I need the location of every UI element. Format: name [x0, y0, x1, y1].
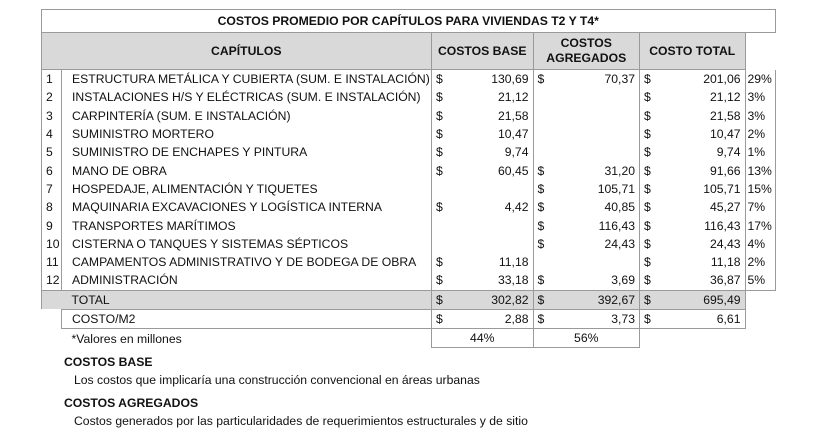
row-costo-total: 21,58: [662, 107, 745, 125]
row-costo-total: 91,66: [662, 161, 745, 179]
total-currency-sign: $: [644, 181, 651, 196]
base-currency-sign: $: [432, 143, 455, 161]
total-row-lead: [42, 290, 62, 309]
base-currency-sign: [432, 216, 455, 234]
row-costo-agregado: 3,69: [556, 271, 640, 290]
base-currency-sign: $: [432, 271, 455, 290]
table-title: COSTOS PROMEDIO POR CAPÍTULOS PARA VIVIENDAS T2 Y T4*: [42, 10, 776, 33]
base-currency-sign: $: [432, 161, 455, 179]
share-costos-base: 44%: [432, 329, 534, 348]
table-row: [42, 125, 776, 143]
total-total-currency: $: [640, 290, 663, 309]
row-costo-total: 36,87: [662, 271, 745, 290]
agr-currency-sign: $: [537, 163, 545, 178]
total-currency-sign: $: [644, 108, 651, 123]
row-percentage: 29%: [745, 70, 775, 89]
row-costo-agregado: [556, 143, 640, 161]
row-index: 5: [42, 143, 62, 161]
row-costo-total: 11,18: [662, 253, 745, 271]
total-base-currency: $: [432, 290, 455, 309]
row-capitulo: CAMPAMENTOS ADMINISTRATIVO Y DE BODEGA DE OBRA: [72, 255, 417, 270]
agr-currency-sign: [533, 88, 556, 106]
header-costos-agregados: COSTOS AGREGADOS: [533, 33, 640, 70]
row-percentage: 2%: [745, 253, 775, 271]
row-index: 11: [42, 253, 62, 271]
row-index: 4: [42, 125, 62, 143]
total-currency-sign: $: [644, 255, 651, 270]
row-percentage: 15%: [745, 180, 775, 198]
row-percentage: 5%: [745, 271, 775, 290]
row-capitulo: ESTRUCTURA METÁLICA Y CUBIERTA (SUM. E INSTALACIÓN): [72, 72, 430, 87]
row-costo-base: 33,18: [454, 271, 533, 290]
costo-m2-total-currency: $: [640, 309, 663, 328]
row-percentage: 3%: [745, 88, 775, 106]
footnote-spacer: [640, 329, 776, 348]
base-currency-sign: $: [432, 198, 455, 216]
row-costo-agregado: 40,85: [556, 198, 640, 216]
row-costo-agregado: 116,43: [556, 216, 640, 234]
row-costo-base: 60,45: [454, 161, 533, 179]
costo-m2-row: [42, 309, 776, 328]
row-costo-total: 10,47: [662, 125, 745, 143]
header-index: [42, 33, 62, 70]
note-heading-costos-agregados: COSTOS AGREGADOS: [64, 396, 199, 410]
row-costo-base: 130,69: [454, 70, 533, 89]
row-percentage: 1%: [745, 143, 775, 161]
row-index: 8: [42, 198, 62, 216]
share-costos-agregados: 56%: [533, 329, 640, 348]
row-costo-total: 201,06: [662, 70, 745, 89]
table-row: [42, 216, 776, 234]
row-index: 9: [42, 216, 62, 234]
row-capitulo: MANO DE OBRA: [72, 163, 167, 178]
row-capitulo: TRANSPORTES MARÍTIMOS: [72, 218, 236, 233]
total-agr-currency: $: [533, 290, 556, 309]
table-row: [42, 161, 776, 179]
row-index: 1: [42, 70, 62, 89]
agr-currency-sign: $: [537, 72, 545, 87]
agr-currency-sign: $: [537, 200, 545, 215]
base-currency-sign: [432, 235, 455, 253]
row-capitulo: CARPINTERÍA (SUM. E INSTALACIÓN): [72, 108, 291, 123]
row-percentage: 7%: [745, 198, 775, 216]
total-base-value: 302,82: [454, 290, 533, 309]
row-percentage: 3%: [745, 107, 775, 125]
table-row: [42, 70, 776, 89]
base-currency-sign: $: [432, 253, 455, 271]
agr-currency-sign: [533, 107, 556, 125]
row-costo-agregado: 70,37: [556, 70, 640, 89]
row-costo-total: 116,43: [662, 216, 745, 234]
footnote-row: [42, 329, 776, 348]
row-capitulo: INSTALACIONES H/S Y ELÉCTRICAS (SUM. E INSTALACIÓN): [72, 90, 421, 105]
footnote-lead: [42, 329, 62, 348]
costo-m2-base-value: 2,88: [454, 309, 533, 328]
base-currency-sign: $: [432, 70, 455, 89]
table-row: [42, 271, 776, 290]
row-index: 6: [42, 161, 62, 179]
row-costo-agregado: 24,43: [556, 235, 640, 253]
table-row: [42, 198, 776, 216]
agr-currency-sign: [533, 253, 556, 271]
row-costo-total: 45,27: [662, 198, 745, 216]
row-costo-agregado: [556, 125, 640, 143]
total-currency-sign: $: [644, 145, 651, 160]
total-currency-sign: $: [644, 273, 651, 288]
row-index: 12: [42, 271, 62, 290]
row-costo-agregado: 31,20: [556, 161, 640, 179]
header-costo-total: COSTO TOTAL: [640, 33, 746, 70]
row-costo-total: 9,74: [662, 143, 745, 161]
row-costo-base: 4,42: [454, 198, 533, 216]
costo-m2-base-currency: $: [432, 309, 455, 328]
row-capitulo: ADMINISTRACIÓN: [72, 273, 178, 288]
row-index: 10: [42, 235, 62, 253]
note-text-costos-agregados: Costos generados por las particularidades de requerimientos estructurales y de sitio: [74, 414, 528, 428]
table-row: [42, 180, 776, 198]
base-currency-sign: $: [432, 125, 455, 143]
row-index: 7: [42, 180, 62, 198]
notes-section: [64, 353, 528, 430]
total-total-value: 695,49: [662, 290, 745, 309]
row-costo-total: 24,43: [662, 235, 745, 253]
costo-m2-agr-value: 3,73: [556, 309, 640, 328]
agr-currency-sign: $: [537, 273, 545, 288]
agr-currency-sign: [533, 125, 556, 143]
row-percentage: 17%: [745, 216, 775, 234]
row-percentage: 13%: [745, 161, 775, 179]
table-row: [42, 143, 776, 161]
total-currency-sign: $: [644, 127, 651, 142]
agr-currency-sign: $: [537, 218, 545, 233]
table-row: [42, 107, 776, 125]
row-capitulo: CISTERNA O TANQUES Y SISTEMAS SÉPTICOS: [72, 236, 349, 251]
row-percentage: 4%: [745, 235, 775, 253]
row-capitulo: SUMINISTRO MORTERO: [72, 127, 214, 142]
row-costo-agregado: [556, 88, 640, 106]
agr-currency-sign: [533, 143, 556, 161]
costo-m2-total-value: 6,61: [662, 309, 745, 328]
table-row: [42, 253, 776, 271]
note-heading-costos-base: COSTOS BASE: [64, 355, 153, 369]
row-costo-base: 21,58: [454, 107, 533, 125]
total-agr-value: 392,67: [556, 290, 640, 309]
row-capitulo: SUMINISTRO DE ENCHAPES Y PINTURA: [72, 145, 308, 160]
row-costo-base: [454, 180, 533, 198]
row-costo-agregado: 105,71: [556, 180, 640, 198]
row-costo-base: 21,12: [454, 88, 533, 106]
total-row: [42, 290, 776, 309]
row-costo-base: 11,18: [454, 253, 533, 271]
row-costo-base: 10,47: [454, 125, 533, 143]
header-spacer: [745, 33, 775, 70]
total-currency-sign: $: [644, 218, 651, 233]
costo-m2-spacer: [745, 309, 775, 328]
row-costo-agregado: [556, 107, 640, 125]
total-currency-sign: $: [644, 200, 651, 215]
base-currency-sign: $: [432, 88, 455, 106]
table-row: [42, 235, 776, 253]
costo-m2-lead: [42, 309, 62, 328]
agr-currency-sign: $: [537, 181, 545, 196]
row-capitulo: HOSPEDAJE, ALIMENTACIÓN Y TIQUETES: [72, 181, 318, 196]
row-costo-base: [454, 216, 533, 234]
header-costos-base: COSTOS BASE: [432, 33, 534, 70]
total-currency-sign: $: [644, 72, 651, 87]
agr-currency-sign: $: [537, 236, 545, 251]
note-text-costos-base: Los costos que implicaría una construcción convencional en áreas urbanas: [74, 373, 480, 387]
row-index: 2: [42, 88, 62, 106]
row-costo-total: 21,12: [662, 88, 745, 106]
row-costo-base: 9,74: [454, 143, 533, 161]
total-currency-sign: $: [644, 163, 651, 178]
total-row-spacer: [745, 290, 775, 309]
base-currency-sign: $: [432, 107, 455, 125]
base-currency-sign: [432, 180, 455, 198]
row-percentage: 2%: [745, 125, 775, 143]
row-costo-agregado: [556, 253, 640, 271]
total-currency-sign: $: [644, 90, 651, 105]
row-costo-total: 105,71: [662, 180, 745, 198]
header-capitulos: CAPÍTULOS: [62, 33, 432, 70]
total-label: TOTAL: [62, 290, 432, 309]
cost-table: [41, 9, 776, 348]
footnote-text: *Valores en millones: [71, 331, 182, 346]
costo-m2-label: COSTO/M2: [62, 309, 432, 328]
costo-m2-agr-currency: $: [533, 309, 556, 328]
row-capitulo: MAQUINARIA EXCAVACIONES Y LOGÍSTICA INTERNA: [72, 200, 382, 215]
row-costo-base: [454, 235, 533, 253]
table-row: [42, 88, 776, 106]
total-currency-sign: $: [644, 236, 651, 251]
row-index: 3: [42, 107, 62, 125]
